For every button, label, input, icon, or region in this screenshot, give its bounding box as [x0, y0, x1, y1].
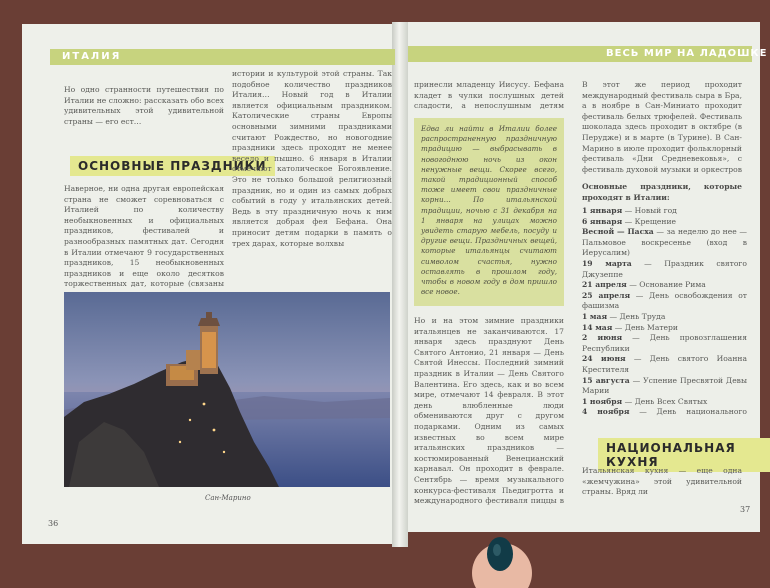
cuisine-heading: НАЦИОНАЛЬНАЯ КУХНЯ: [598, 438, 770, 472]
holiday-date: 15 августа: [582, 375, 630, 385]
holiday-name: — Крещение: [622, 216, 677, 226]
holiday-list-item: [582, 376, 747, 397]
holiday-date: 14 мая: [582, 322, 613, 332]
holiday-list-item: [582, 323, 747, 334]
holiday-date: 1 января: [582, 206, 623, 215]
holidays-list: [582, 206, 747, 416]
left-col1-body: Наверное, ни одна другая европейская страна не сможет соревноваться с Италией по количеству необыкновенных и официальных праздников, фестивалей и разнообразных памятных дат. Сегодня в Италии отмечают 9 государственных праздников, 15 необыкновенных праздников и еще около десятков торжественных дат, которые (связаны: [64, 184, 224, 288]
holiday-list-item: [582, 407, 747, 416]
cuisine-text: Итальянская кухня — еще одна «жемчужина» этой удивительной страны. Вряд ли: [582, 466, 742, 497]
right-header-title: ВЕСЬ МИР НА ЛАДОШКЕ: [606, 48, 768, 59]
quote-box: Едва ли найти в Италии более распространенную праздничную традицию — выбрасывать в новогоднюю ночь из окон ненужные вещи. Скорее всего, такой традиционный способ тоже имеет свои праздничные корни… По итальянской традиции, ночью с 31 декабря на 1 января на улицах можно увидеть старую мебель, посуду и другие вещи. Праздничных вещей, которые итальянцы считают символом счастья, нужно оставлять в прошлом году, чтобы в новом году в дом пришло все новое.: [414, 118, 564, 306]
left-page-number: 36: [48, 519, 59, 528]
holiday-list-item: [582, 227, 747, 259]
san-marino-photo: [64, 292, 390, 487]
holiday-name: — День Труда: [607, 311, 666, 321]
left-header-title: ИТАЛИЯ: [62, 51, 122, 62]
holiday-list-item: [582, 280, 747, 291]
holidays-heading: ОСНОВНЫЕ ПРАЗДНИКИ: [70, 156, 275, 176]
holiday-list-item: [582, 397, 747, 408]
holiday-name: — День святого Иоанна Крестителя: [582, 354, 747, 374]
right-col1-lower: Но и на этом зимние праздники итальянцев не заканчиваются. 17 января здесь празднуют День Святого Антонио, 21 января — День Святой Инессы. Последний зимний праздник в Италии — День Святого Валентина. Его здесь, как и во всем мире, отмечают 14 февраля. В этот день влюбленные люди обмениваются друг с другом подарками. Одним из самых известных во всем мире итальянских праздников — костюмированный Венецианский карнавал. Он проходит в феврале. Сентябрь — время музыкального конкурса-фестиваля Пьедигротта и международного фестиваля пиццы в: [414, 316, 564, 506]
holiday-name: — Успение Пресвятой Девы Марии: [582, 375, 747, 396]
castle-photo-illustration: [64, 292, 390, 487]
magazine-spine: [392, 22, 408, 547]
holiday-name: — за неделю до нее — Пальмовое воскресенье (вход в Иерусалим): [582, 227, 747, 258]
holiday-list-item: [582, 217, 747, 228]
holiday-name: — Новый год: [622, 206, 677, 215]
holiday-date: 1 мая: [582, 311, 608, 321]
photo-caption: Сан-Марино: [205, 494, 251, 502]
holiday-list-item: [582, 259, 747, 280]
left-col1-intro: Но одно странности путешествия по Италии не сложно: рассказать обо всех удивительных этой удивительной страны — его ест…: [64, 85, 224, 126]
holiday-date: Весной — Пасха: [582, 227, 654, 237]
holiday-date: 19 марта: [582, 258, 632, 268]
holiday-date: 6 января: [582, 216, 623, 226]
holiday-date: 25 апреля: [582, 290, 631, 300]
holiday-date: 24 июня: [582, 354, 626, 364]
holiday-name: — День Всех Святых: [622, 396, 708, 406]
holiday-date: 2 июня: [582, 333, 623, 343]
holiday-name: — Праздник святого Джузеппе: [582, 258, 747, 279]
holiday-list-item: [582, 291, 747, 312]
left-col2-body: истории и культурой этой страны. Так подобное количество праздников Италия… Новый год в Италии является официальным праздником. Католические страны Европы основными зимними праздниками считают Рождество, но новогодние праздники здесь проходят не менее весело и пышно. 6 января в Италии отмечают католическое Богоявление. Это не только большой религиозный праздник, но и один из самых добрых событий в году у итальянских детей. Ведь в эту праздничную ночь к ним является добрая фея Бефана. Она приносит детям подарки в память о трех дарах, которые волхвы: [232, 69, 392, 248]
holiday-date: 1 ноября: [582, 396, 623, 406]
right-col2-intro: В этот же период проходит международный фестиваль сыра в Бра, а в ноябре в Сан-Миниато проходит фестиваль белых трюфелей. Фестиваль шоколада здесь проходит в октябре (в Перудже) и в марте (в Турине). В Сан-Марино в июле проходит фольклорный фестиваль «Дни Средневековья», с фестиваль духовой музыки и оркестров: [582, 80, 742, 174]
holiday-list-item: [582, 354, 747, 375]
holiday-date: 4 ноября: [582, 407, 630, 416]
holiday-name: — День национального: [639, 407, 747, 416]
holiday-date: 21 апреля: [582, 280, 627, 290]
holidays-inline-heading: Основные праздники, которые проходят в Италии:: [582, 182, 742, 202]
holiday-name: — День провозглашения Республики: [582, 333, 747, 353]
holiday-name: — День освобождения от фашизма: [582, 290, 747, 311]
holiday-name: — День Матери: [612, 322, 678, 332]
right-col1-body: принесли младенцу Иисусу. Бефана кладет в чулки послушных детей сладости, а непослушным детям: [414, 80, 564, 111]
holiday-list-item: [582, 312, 747, 323]
holiday-list-item: [582, 206, 747, 217]
holiday-name: — Основание Рима: [626, 280, 706, 290]
right-page-number: 37: [740, 505, 751, 514]
holiday-list-item: [582, 333, 747, 354]
